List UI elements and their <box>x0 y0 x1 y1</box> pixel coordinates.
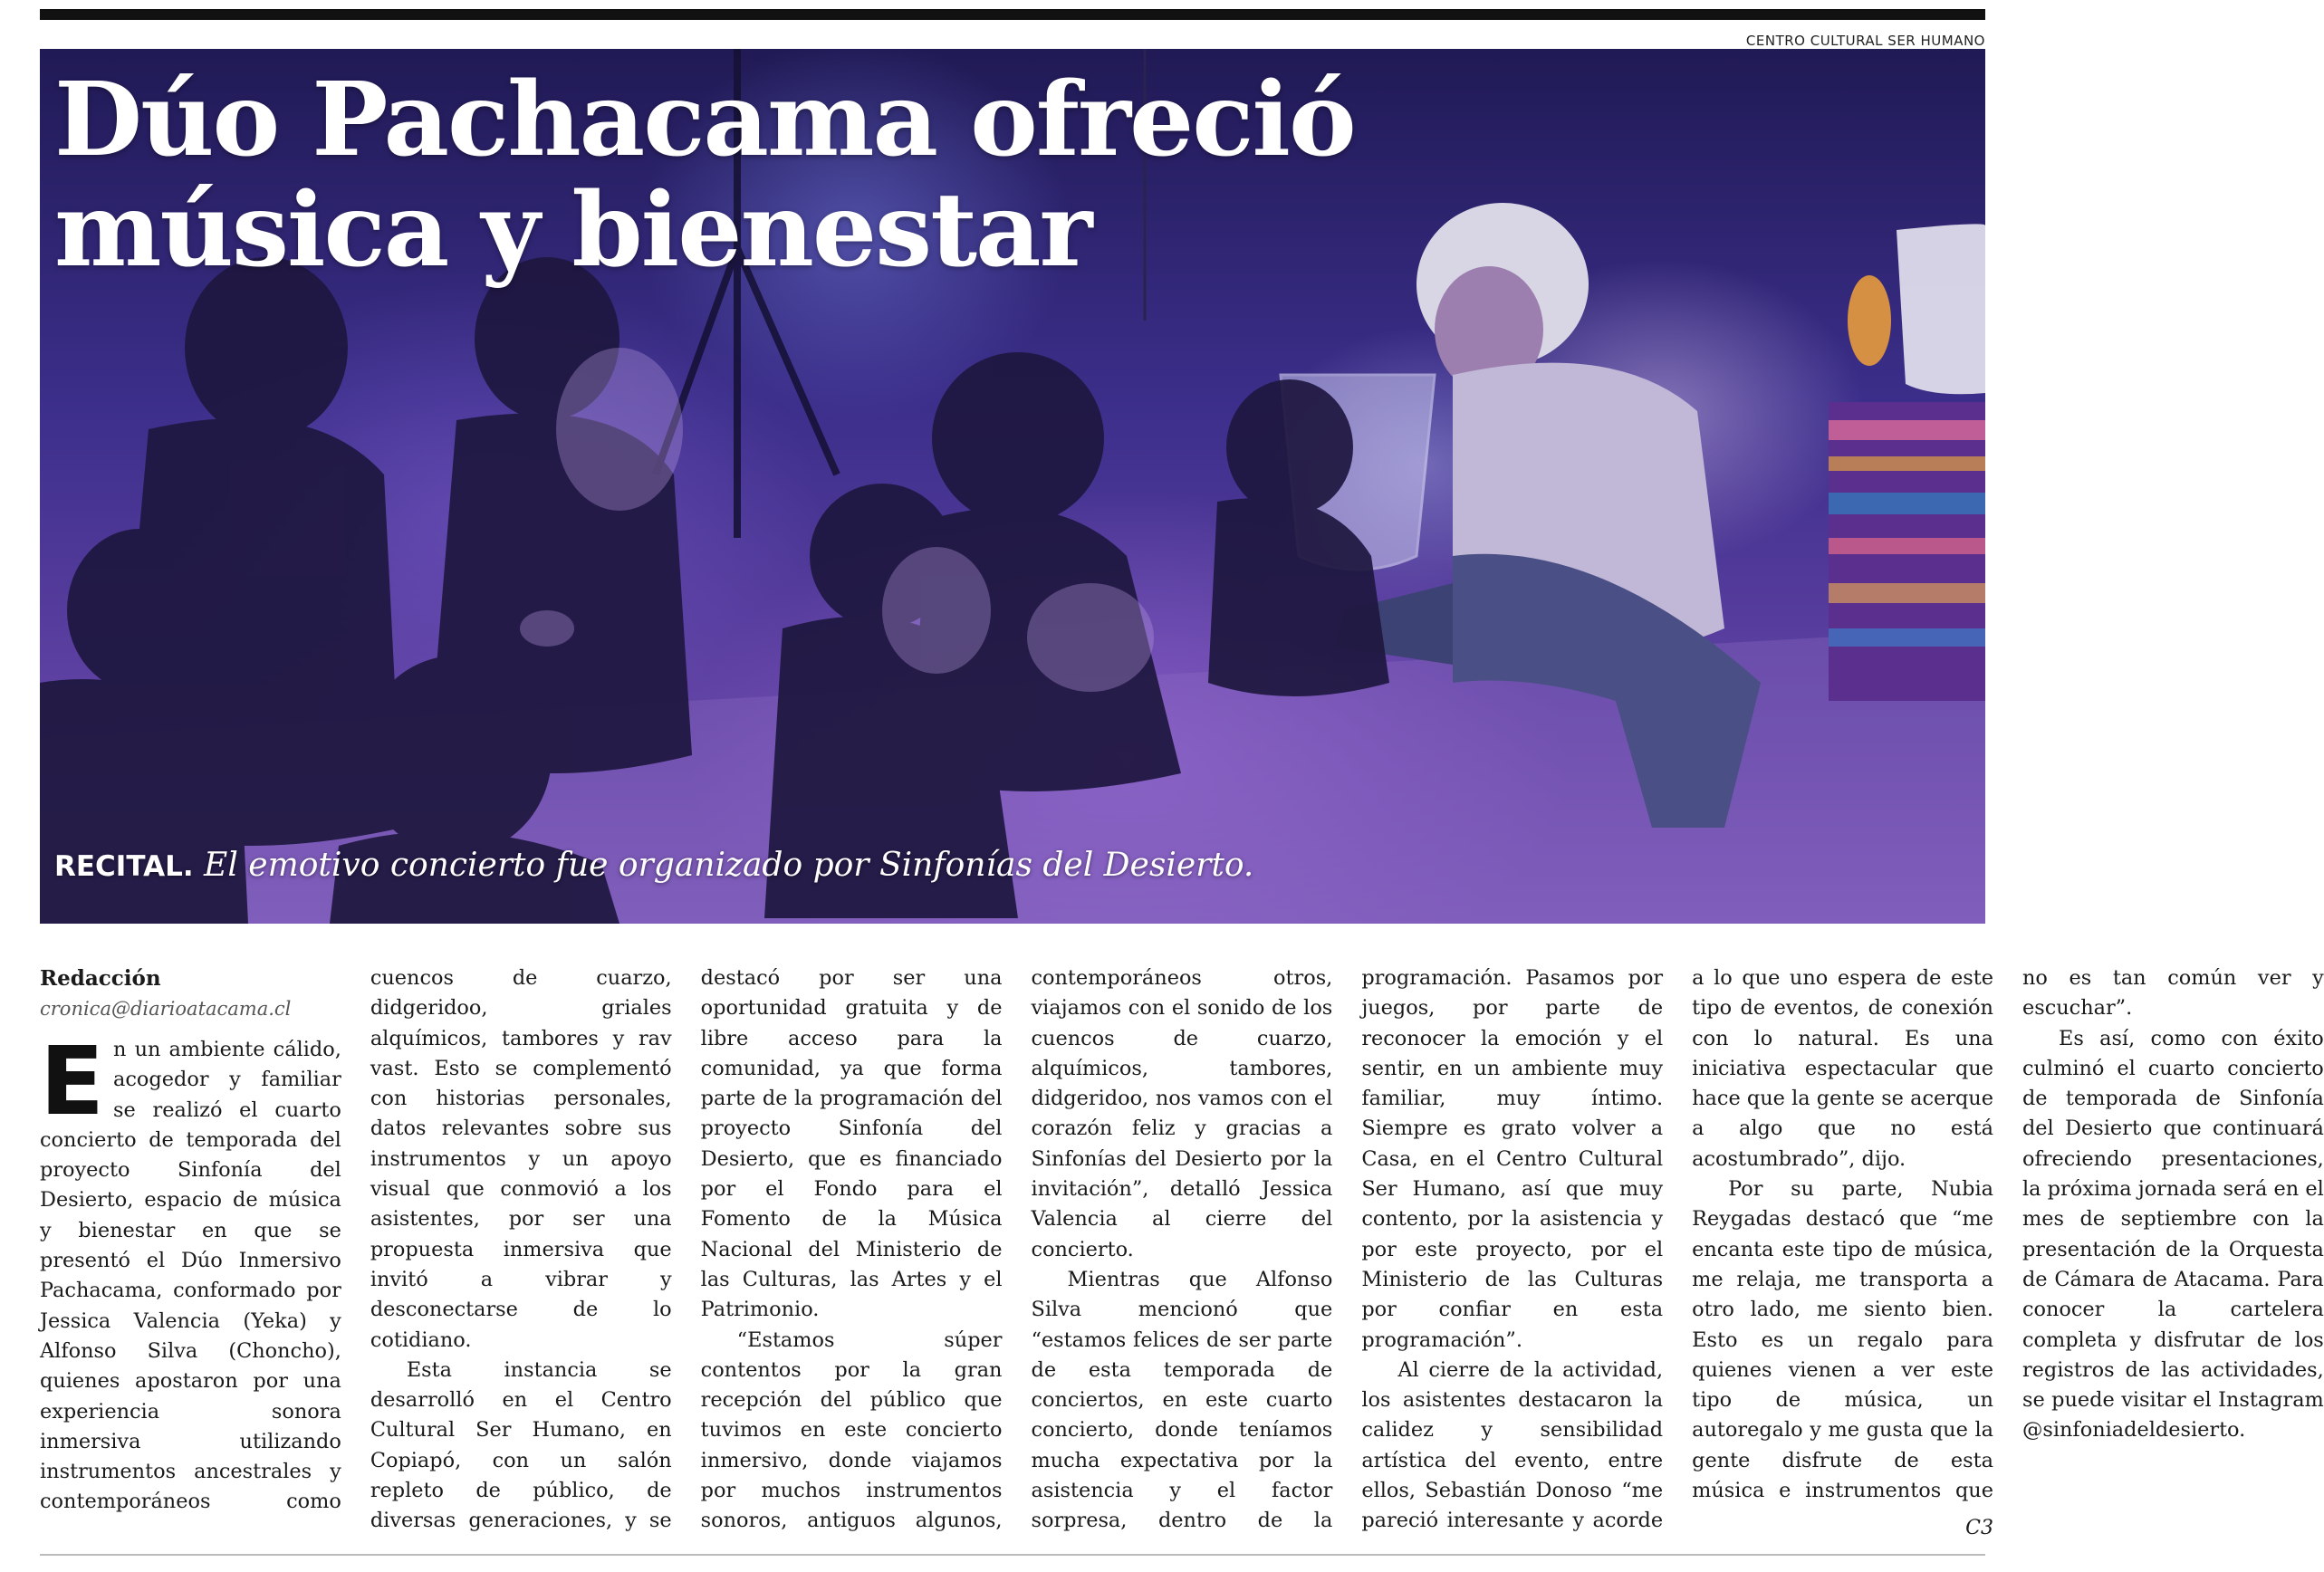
paragraph-text: n un ambiente cálido, acogedor y familiar se realizó el cuarto concierto de temporada del proyecto Sinfonía del Desierto, espacio de música y bienestar en que se presentó el Dúo Inmersivo Pachacama, conformado por Jessica Valencia (Yeka) y Alfonso Silva (Choncho), quienes apostaron por una experiencia sonora inmersiva utilizando instrumentos ancestrales y contemporáneos como cuencos de cuarzo, didgeridoo, griales alquímicos, tambores y rav vast. Esto se complementó con historias personales, datos relevantes sobre sus instrumentos y un apoyo visual que conmovió a los asistentes, por ser una propuesta inmersiva que invitó a vibrar y desconectarse de lo cotidiano. <box>40 966 672 1514</box>
paragraph-text: “Estamos súper contentos por la gran recepción del público que tuvimos en este concierto inmersivo, donde viajamos por muchos instrumentos sonoros, antiguos algunos, contemporáneos otros, viajamos con el sonido de los cuencos de cuarzo, alquímicos, tambores, didgeridoo, nos vamos con el corazón feliz y gracias a Sinfonías del Desierto por la invitación”, detalló Jessica Valencia al cierre del concierto. <box>700 966 1333 1533</box>
paragraph-text: Esta instancia se desarrolló en el Centro Cultural Ser Humano, en Copiapó, con un salón repleto de público, de diversas generaciones, y se destacó por ser una oportunidad gratuita y de libre acceso para la comunidad, ya que forma parte de la programación del proyecto Sinfonía del Desierto, que es financiado por el Fondo para el Fomento de la Música Nacional del Ministerio de las Culturas, las Artes y el Patrimonio. <box>370 966 1003 1533</box>
paragraph-text: Es así, como con éxito culminó el cuarto concierto de temporada de Sinfonía del Desierto que continuará ofreciendo presentaciones, la próxima jornada será en el mes de septiembre con la presentación de la Orquesta de Cámara de Atacama. Para conocer la cartelera completa y disfrutar de los registros de las actividades, se puede visitar el Instagram @sinfoniadeldesierto. <box>2021 1026 2324 1443</box>
end-mark: C3 <box>1965 1516 1993 1539</box>
article-paragraph <box>2022 1024 2324 1446</box>
top-rule <box>40 9 1985 20</box>
drop-cap: E <box>40 1026 105 1136</box>
article-body <box>40 963 2324 1543</box>
headline-line-1: Dúo Pachacama ofreció <box>54 61 1355 179</box>
byline-author: Redacción <box>40 966 161 991</box>
caption-text: El emotivo concierto fue organizado por Sinfonías del Desierto. <box>204 847 1254 884</box>
byline-email: cronica@diarioatacama.cl <box>40 998 292 1020</box>
paragraph-text: Al cierre de la actividad, los asistentes destacaron la calidez y sensibilidad artística del evento, entre ellos, Sebastián Donoso “me pareció interesante y acorde a lo que uno espera de este tipo de eventos, de conexión con lo natural. Es una iniciativa espectacular que hace que la gente se acerque a algo que no está acostumbrado”, dijo. <box>1361 966 1993 1533</box>
headline-line-2: música y bienestar <box>54 171 1091 290</box>
headline <box>54 61 1355 290</box>
article-photo <box>40 49 1985 924</box>
bottom-rule <box>40 1554 1985 1556</box>
caption-label: RECITAL. <box>54 850 194 883</box>
photo-credit: CENTRO CULTURAL SER HUMANO <box>1745 33 1985 49</box>
paragraph-text: Por su parte, Nubia Reygadas destacó que “me encanta este tipo de música, me relaja, me transporta a otro lado, me siento bien. Esto es un regalo para quienes vienen a ver este tipo de música, un autoregalo y me gusta que la gente disfrute de esta música e instrumentos que no es tan común ver y escuchar”. <box>1692 966 2324 1503</box>
paragraph-text: Mientras que Alfonso Silva mencionó que “estamos felices de ser parte de esta temporada de conciertos, en este cuarto concierto, donde teníamos mucha expectativa por la asistencia y el factor sorpresa, dentro de la programación. Pasamos por juegos, por parte de reconocer la emoción y el sentir, en un ambiente muy familiar, muy íntimo. Siempre es grato volver a Casa, en el Centro Cultural Ser Humano, así que muy contento, por la asistencia y por este proyecto, por el Ministerio de las Culturas por confiar en esta programación”. <box>1031 966 1664 1533</box>
photo-caption <box>54 846 1253 887</box>
